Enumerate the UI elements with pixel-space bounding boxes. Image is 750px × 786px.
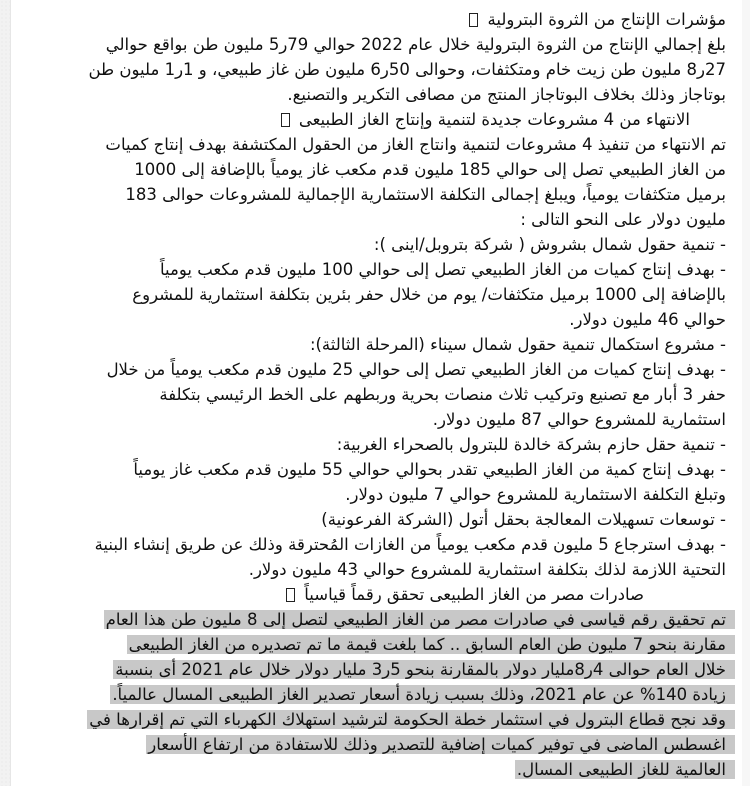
list-item: - تنمية حقل حازم بشركة خالدة للبترول بالصحراء الغربية:	[336, 435, 726, 454]
paragraph-line: استثمارية للمشروع حوالي 87 مليون دولار.	[432, 410, 726, 429]
missing-glyph-box-icon	[281, 113, 290, 127]
section-heading-text: الانتهاء من 4 مشروعات جديدة لتنمية وإنتاج الغاز الطبيعى	[298, 110, 690, 129]
paragraph-line: 27ر8 مليون طن زيت خام ومتكثفات، وحوالى 50ر6 مليون طن غاز طبيعي، و 1ر1 مليون طن	[88, 60, 726, 79]
selection-highlight: العالمية للغاز الطبيعى المسال.	[515, 760, 735, 779]
paragraph-line: بوتاجاز وذلك بخلاف البوتاجاز المنتج من مصافى التكرير والتصنيع.	[287, 85, 726, 104]
highlighted-line	[110, 682, 726, 707]
highlighted-line	[104, 607, 726, 632]
paragraph-line: حوالي 46 مليون دولار.	[569, 310, 726, 329]
paragraph-line: حفر 3 أبار مع تصنيع وتركيب ثلاث منصات بحرية وربطهم على الخط الرئيسي بتكلفة	[159, 385, 726, 404]
section-heading-text: مؤشرات الإنتاج من الثروة البترولية	[487, 10, 726, 29]
highlighted-line	[515, 757, 726, 782]
selection-highlight: خلال العام حوالى 4ر8مليار دولار بالمقارنة بنحو 5ر3 مليار دولار خلال عام 2021 أى بنسبة	[113, 660, 735, 679]
selection-highlight: مقارنة بنحو 7 مليون طن العام السابق .. كما بلغت قيمة ما تم تصديره من الغاز الطبيعى	[127, 635, 735, 654]
selection-highlight: اغسطس الماضى في توفير كميات إضافية للتصدير وذلك للاستفادة من ارتفاع الأسعار	[146, 735, 735, 754]
list-item: - بهدف إنتاج كميات من الغاز الطبيعي تصل إلى حوالي 25 مليون قدم مكعب يومياً من خلال	[106, 360, 726, 379]
page-gutter	[0, 0, 11, 786]
document-page	[11, 0, 742, 786]
list-item: - توسعات تسهيلات المعالجة بحقل أتول (الشركة الفرعونية)	[321, 510, 726, 529]
selection-highlight: وقد نجح قطاع البترول في استثمار خطة الحكومة لترشيد استهلاك الكهرباء التي تم إقرارها في	[87, 710, 735, 729]
list-item: - بهدف إنتاج كمية من الغاز الطبيعي تقدر بحوالي حوالي 55 مليون قدم مكعب غاز يومياً	[133, 460, 726, 479]
section-heading	[286, 582, 644, 607]
selection-highlight: تم تحقيق رقم قياسى في صادرات مصر من الغاز الطبيعي لتصل إلى 8 مليون طن هذا العام	[104, 610, 735, 629]
paragraph-line: مليون دولار على النحو التالى :	[520, 210, 726, 229]
missing-glyph-box-icon	[469, 13, 478, 27]
section-heading-text: صادرات مصر من الغاز الطبيعى تحقق رقماً قياسياً	[304, 585, 644, 604]
paragraph-line: وتبلغ التكلفة الاستثمارية للمشروع حوالي 7 مليون دولار.	[345, 485, 726, 504]
list-item: - بهدف إنتاج كميات من الغاز الطبيعي تصل إلى حوالي 100 مليون قدم مكعب يومياً	[159, 260, 726, 279]
missing-glyph-box-icon	[286, 588, 295, 602]
section-heading	[281, 107, 690, 132]
paragraph-line: بلغ إجمالي الإنتاج من الثروة البترولية خلال عام 2022 حوالي 79ر5 مليون طن بواقع حوالي	[105, 35, 726, 54]
highlighted-line	[146, 732, 726, 757]
highlighted-line	[87, 707, 726, 732]
list-item: - مشروع استكمال تنمية حقول شمال سيناء (المرحلة الثالثة):	[309, 335, 726, 354]
paragraph-line: تم الانتهاء من تنفيذ 4 مشروعات لتنمية وانتاج الغاز من الحقول المكتشفة بهدف إنتاج كميات	[105, 135, 726, 154]
list-item: - تنمية حقول شمال بشروش ( شركة بتروبل/اينى ):	[373, 235, 726, 254]
list-item: - بهدف استرجاع 5 مليون قدم مكعب يومياً من الغازات المُحترقة وذلك عن طريق إنشاء البنية	[94, 535, 726, 554]
selection-highlight: زيادة 140% عن عام 2021، وذلك بسبب زيادة أسعار تصدير الغاز الطبيعى المسال عالمياً.	[110, 685, 735, 704]
scroll-edge	[741, 0, 750, 786]
paragraph-line: التحتية اللازمة لذلك بتكلفة استثمارية للمشروع حوالي 43 مليون دولار.	[248, 560, 726, 579]
paragraph-line: بالإضافة إلى 1000 برميل متكثفات/ يوم من خلال حفر بئرين بتكلفة استثمارية للمشروع	[132, 285, 726, 304]
highlighted-line	[113, 657, 726, 682]
section-heading	[469, 7, 726, 32]
paragraph-line: من الغاز الطبيعي تصل إلى حوالي 185 مليون قدم مكعب غاز يومياً بالإضافة إلى 1000	[134, 160, 726, 179]
paragraph-line: برميل متكثفات يومياً، ويبلغ إجمالى التكلفة الاستثمارية الإجمالية للمشروعات حوالى 183	[125, 185, 726, 204]
highlighted-line	[127, 632, 726, 657]
